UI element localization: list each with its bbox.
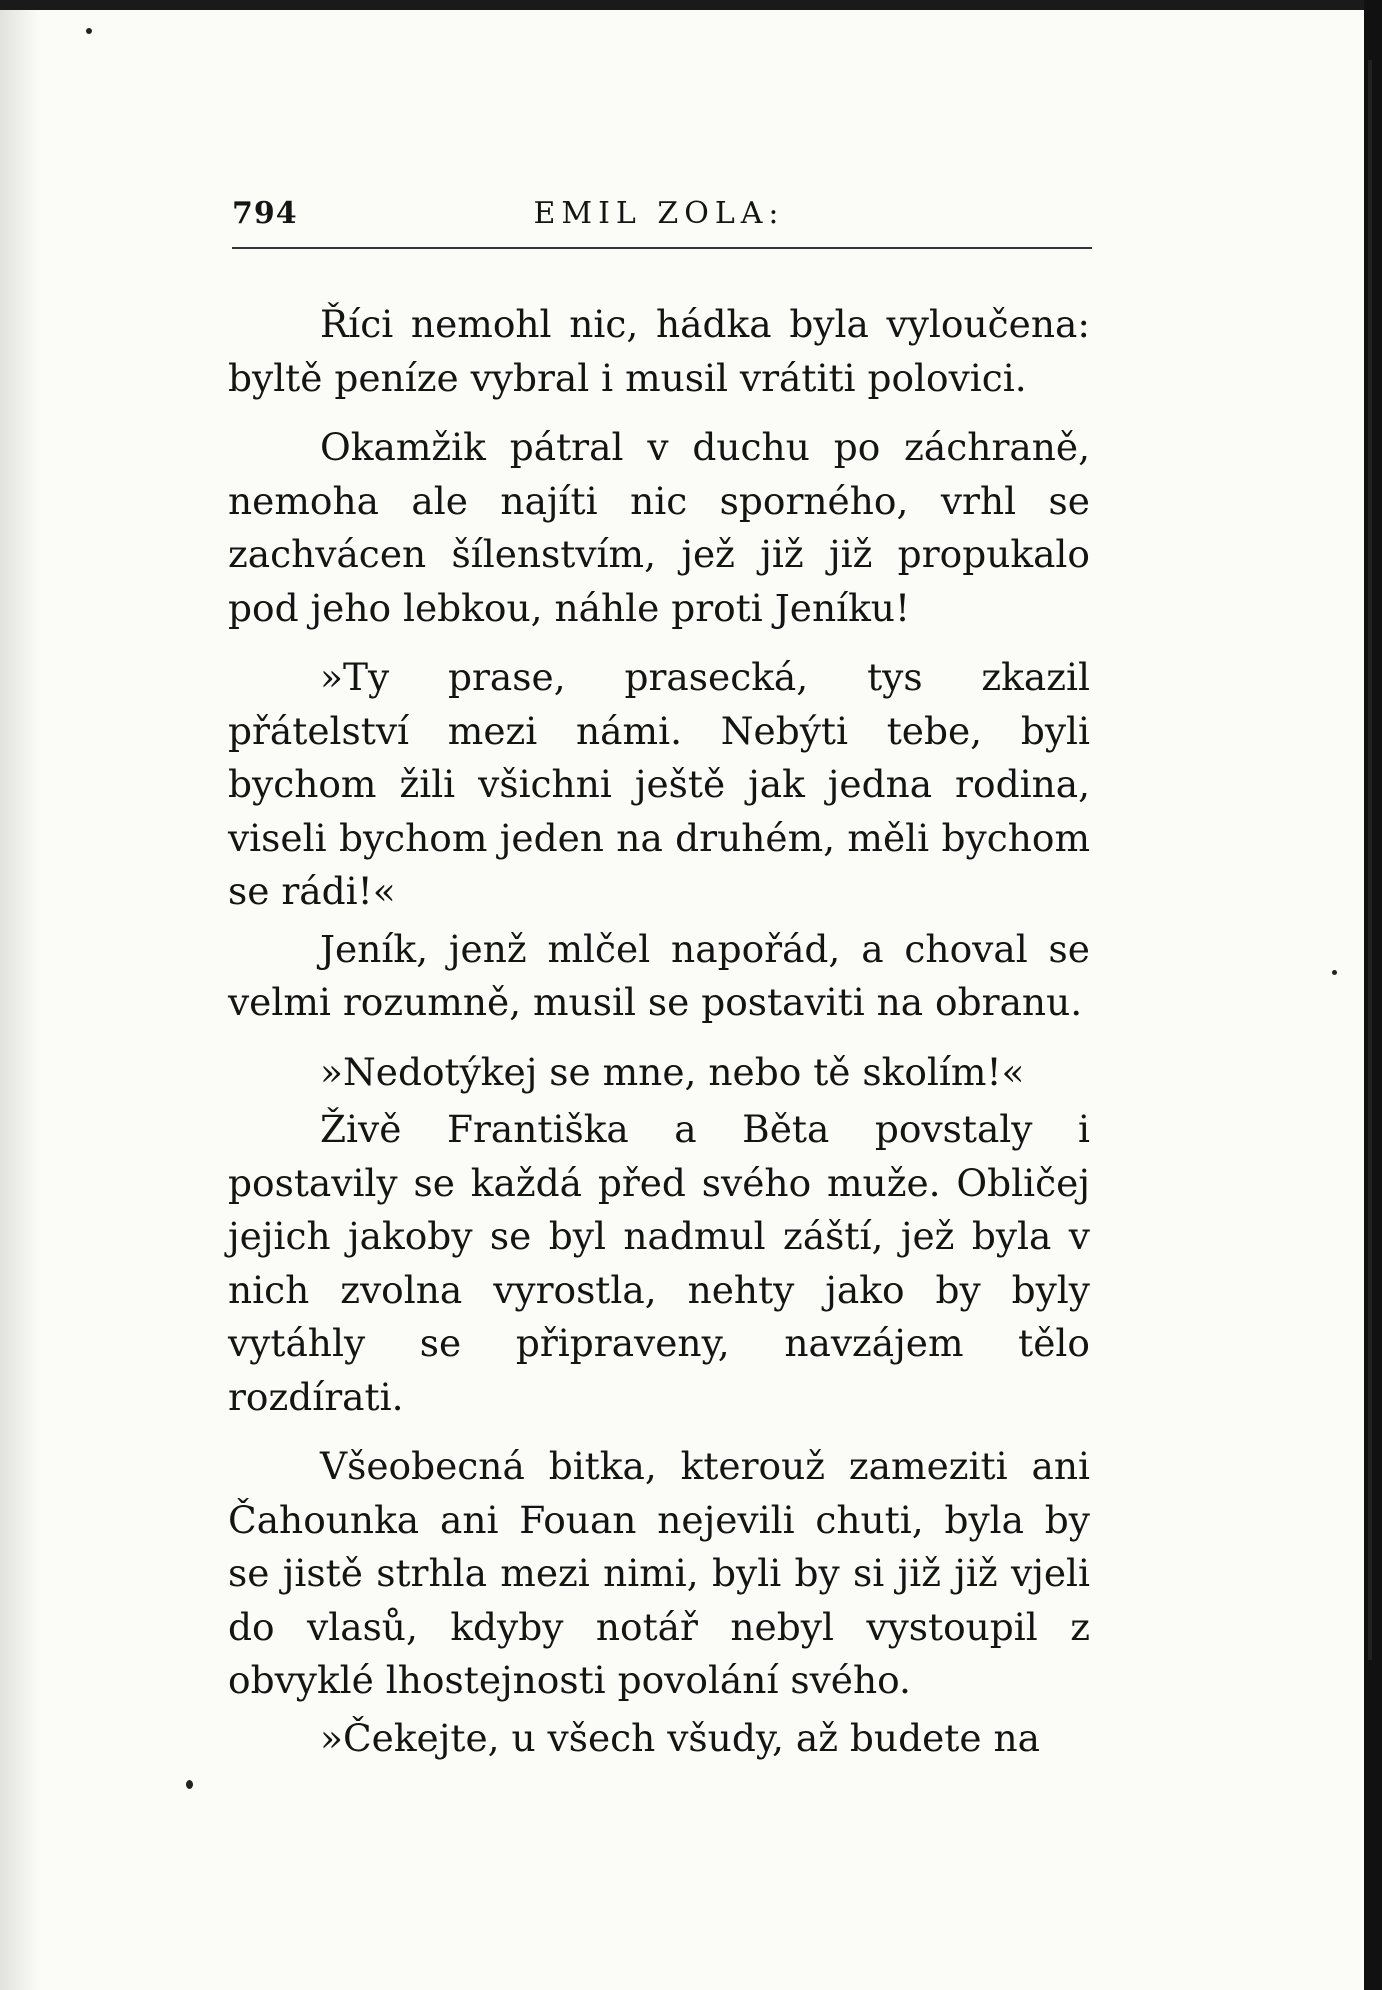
paragraph: Všeobecná bitka, kterouž zameziti ani Čahounka ani Fouan nejevili chuti, byla by se jistě strhla mezi nimi, byli by si již již vjeli do vlasů, kdyby notář nebyl vystoupil z obvyklé lhostejnosti povolání svého. <box>228 1444 1090 1702</box>
scan-speck <box>186 1780 193 1789</box>
page-edge-line <box>1368 60 1372 1660</box>
paragraph: »Čekejte, u všech všudy, až budete na <box>320 1715 1040 1760</box>
paragraph: »Ty prase, prasecká, tys zkazil přátelství mezi námi. Nebýti tebe, byli bychom žili všichni ještě jak jedna rodina, viseli bychom jeden na druhém, měli bychom se rádi!« <box>228 655 1090 913</box>
header-rule <box>232 247 1092 249</box>
scan-border-right <box>1364 0 1382 1990</box>
page-number: 794 <box>232 196 298 231</box>
paragraph: Říci nemohl nic, hádka byla vyloučena: byltě peníze vybral i musil vrátiti polovici. <box>228 302 1090 400</box>
paragraph: Okamžik pátral v duchu po záchraně, nemoha ale najíti nic sporného, vrhl se zachvácen šílenstvím, jež již již propukalo pod jeho lebkou, náhle proti Jeníku! <box>228 425 1090 630</box>
running-title: EMIL ZOLA: <box>533 196 785 231</box>
scan-speck <box>1332 970 1337 975</box>
scan-speck <box>86 28 92 34</box>
paragraph: »Nedotýkej se mne, nebo tě skolím!« <box>320 1049 1025 1094</box>
scan-shadow-left <box>0 10 40 1990</box>
page-header <box>228 196 1090 238</box>
paragraph: Jeník, jenž mlčel napořád, a choval se velmi rozumně, musil se postaviti na obranu. <box>228 926 1090 1024</box>
body-text <box>228 298 1090 1765</box>
scan-border-top <box>0 0 1382 10</box>
paragraph: Živě Františka a Běta povstaly i postavily se každá před svého muže. Obličej jejich jakoby se byl nadmul záští, jež byla v nich zvolna vyrostla, nehty jako by byly vytáhly se připraveny, navzájem tělo rozdírati. <box>228 1107 1090 1419</box>
